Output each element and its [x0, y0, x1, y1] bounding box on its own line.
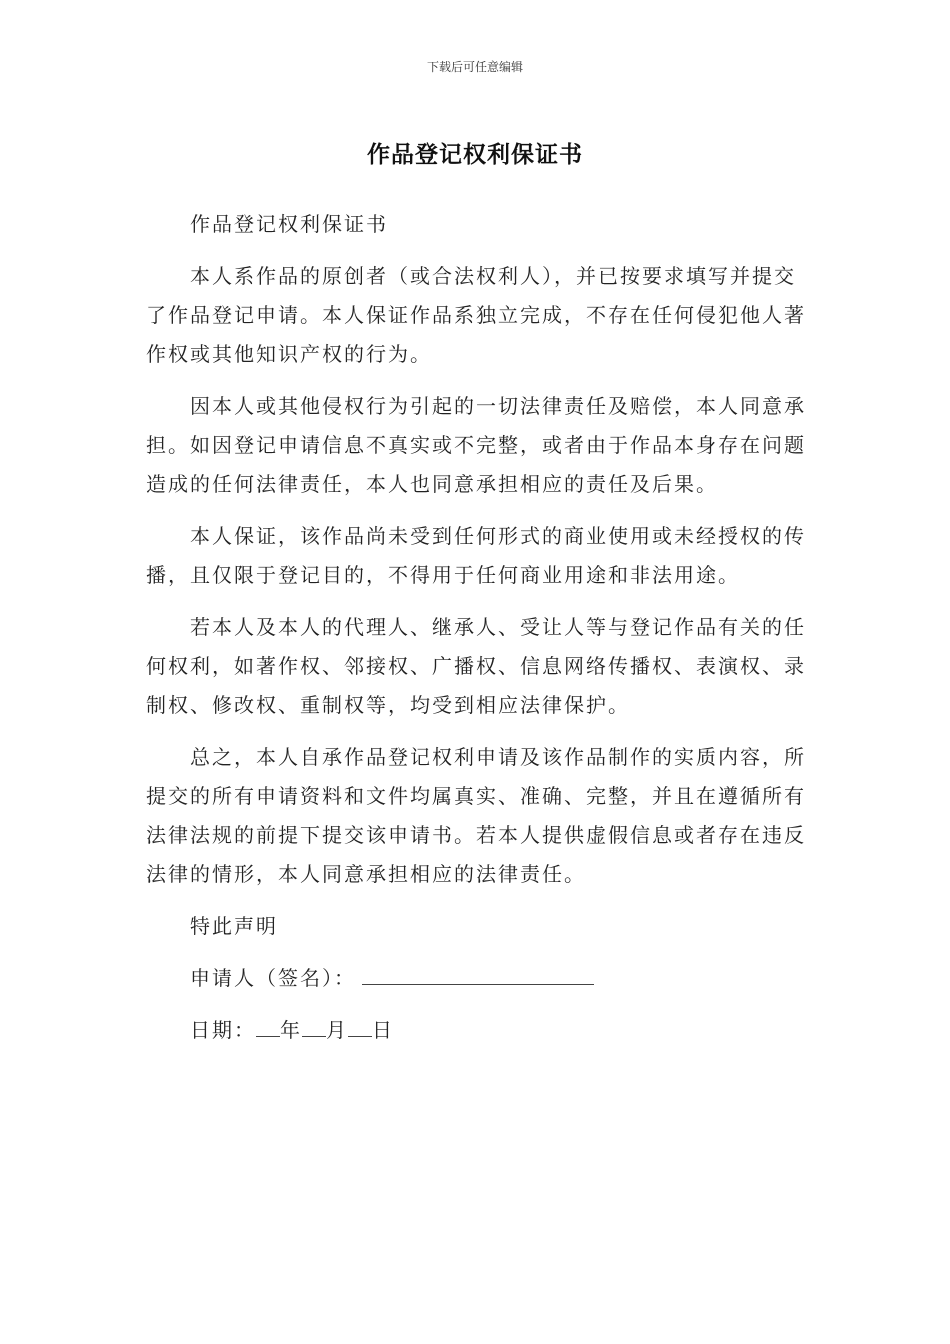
- month-label: 月: [326, 1018, 348, 1042]
- document-body: [146, 205, 814, 1063]
- signature-blank[interactable]: [362, 962, 594, 985]
- paragraph-3: 本人保证，该作品尚未受到任何形式的商业使用或未经授权的传播，且仅限于登记目的，不得用于任何商业用途和非法用途。: [146, 524, 806, 587]
- header-note: 下载后可任意编辑: [426, 60, 523, 74]
- date-label: 日期：: [190, 1018, 256, 1042]
- date-line: [146, 1011, 814, 1050]
- declaration: 特此声明: [190, 914, 278, 938]
- year-label: 年: [280, 1018, 302, 1042]
- signature-label: 申请人（签名）：: [190, 966, 356, 990]
- signature-line: [146, 959, 814, 998]
- month-blank[interactable]: [302, 1016, 326, 1037]
- paragraph-5: 总之，本人自承作品登记权利申请及该作品制作的实质内容，所提交的所有申请资料和文件均属真实、准确、完整，并且在遵循所有法律法规的前提下提交该申请书。若本人提供虚假信息或者存在违反法律的情形，本人同意承担相应的法律责任。: [146, 745, 806, 886]
- paragraph-1: 本人系作品的原创者（或合法权利人），并已按要求填写并提交了作品登记申请。本人保证作品系独立完成，不存在任何侵犯他人著作权或其他知识产权的行为。: [146, 264, 806, 366]
- document-subtitle: 作品登记权利保证书: [190, 212, 388, 236]
- day-blank[interactable]: [348, 1016, 372, 1037]
- paragraph-4: 若本人及本人的代理人、继承人、受让人等与登记作品有关的任何权利，如著作权、邻接权、广播权、信息网络传播权、表演权、录制权、修改权、重制权等，均受到相应法律保护。: [146, 615, 806, 717]
- document-title: 作品登记权利保证书: [367, 142, 583, 168]
- paragraph-2: 因本人或其他侵权行为引起的一切法律责任及赔偿，本人同意承担。如因登记申请信息不真实或不完整，或者由于作品本身存在问题造成的任何法律责任，本人也同意承担相应的责任及后果。: [146, 394, 806, 496]
- day-label: 日: [372, 1018, 394, 1042]
- year-blank[interactable]: [256, 1016, 280, 1037]
